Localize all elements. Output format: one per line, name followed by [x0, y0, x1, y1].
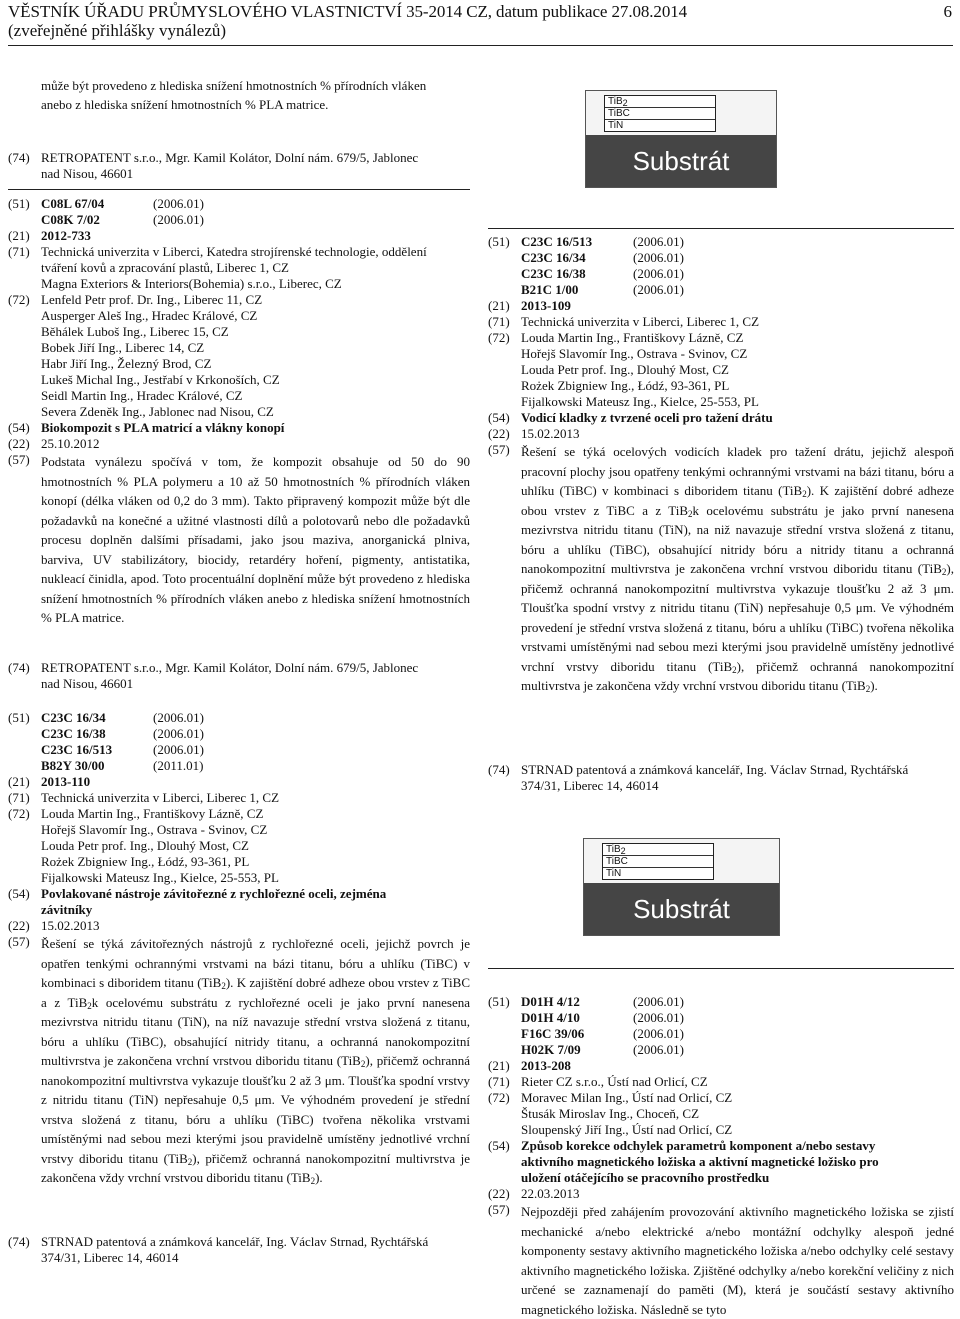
layer-tib2: TiB$_2$	[605, 96, 715, 108]
subscript: 2	[688, 508, 693, 519]
field-code: (54)	[488, 410, 510, 425]
field-code: (71)	[488, 314, 510, 329]
representative-2013-110	[8, 1234, 470, 1266]
classification-version: (2006.01)	[153, 726, 204, 741]
inventor: Ausperger Aleš Ing., Hradec Králové, CZ	[41, 308, 258, 323]
abstract-part: ). K zajištění dobré adheze obou vrstev z TiBC a z TiB	[41, 975, 470, 1010]
inventor: Rożek Zbigniew Ing., Łódź, 93-361, PL	[41, 854, 250, 869]
field-code: (21)	[8, 774, 30, 789]
invention-title: aktivního magnetického ložiska a aktivní magnetické ložisko pro	[521, 1154, 879, 1169]
classification-row	[41, 212, 470, 228]
classification-version: (2006.01)	[633, 1042, 684, 1057]
subscript: 2	[360, 1059, 366, 1069]
inventor: Fijalkowski Mateusz Ing., Kielce, 25-553, PL	[41, 870, 279, 885]
representative-line: nad Nisou, 46601	[41, 166, 134, 181]
invention-title: Vodicí kladky z tvrzené oceli pro tažení drátu	[521, 410, 773, 425]
field-code: (57)	[8, 452, 30, 467]
applicant-line: Magna Exteriors & Interiors(Bohemia) s.r.o., Liberec, CZ	[41, 276, 342, 291]
field-code: (72)	[8, 292, 30, 307]
patent-entry-2012-733	[8, 196, 470, 628]
field-code: (54)	[8, 420, 30, 435]
inventor: Štusák Miroslav Ing., Choceň, CZ	[521, 1106, 700, 1121]
field-code: (74)	[8, 660, 30, 675]
field-code: (51)	[8, 710, 30, 725]
entry-separator	[8, 189, 470, 190]
abstract-part: Řešení se týká ocelových vodicích kladek pro tažení drátu, jejichž alespoň pracovní plochy jsou opatřeny tenkými ochrannými vrstvami na bázi titanu, bóru a uhlíku (TiBC) v kombinaci s diboridem titanu (TiB	[521, 444, 954, 498]
classification-row	[521, 250, 954, 266]
field-code: (21)	[488, 298, 510, 313]
layer-tibc: TiBC	[605, 108, 715, 120]
field-code: (22)	[8, 436, 30, 451]
classification-version: (2006.01)	[153, 710, 204, 725]
field-code: (54)	[8, 886, 30, 901]
field-code: (71)	[8, 790, 30, 805]
abstract	[521, 442, 954, 696]
abstract-part: k ocelovému substrátu z rychlořezné oceli je jako první nanesena mezivrstva nitridu titanu (TiN), na níž navazuje střední vrstva složená z titanu, bóru a uhlíku (TiBC), obsahující nitridy titanu, a ochranná nanokompozitní multivrstva je zakončena vrchní vrstvou diboridu titanu (TiB	[41, 994, 470, 1068]
subscript: 2	[802, 489, 807, 499]
inventor: Lukeš Michal Ing., Jestřabí v Krkonoších, CZ	[41, 372, 280, 387]
subscript: 2	[187, 1156, 193, 1167]
application-number: 2012-733	[41, 228, 91, 243]
inventor: Rożek Zbigniew Ing., Łódź, 93-361, PL	[521, 378, 730, 393]
substrate-label: Substrát	[586, 135, 776, 187]
field-code: (72)	[488, 330, 510, 345]
classification-code: C23C 16/513	[521, 234, 593, 249]
representative-line: nad Nisou, 46601	[41, 676, 134, 691]
abstract-part: ), přičemž ochranná nanokompozitní multivrstva je zakončena vždy vrchní vrstvou diboridu titanu (TiB	[41, 1150, 470, 1185]
inventor: Sloupenský Jiří Ing., Ústí nad Orlicí, CZ	[521, 1122, 733, 1137]
representative-line: 374/31, Liberec 14, 46014	[41, 1250, 179, 1265]
classification-code: B82Y 30/00	[41, 758, 105, 773]
left-column	[8, 0, 470, 1316]
invention-title: závitníky	[41, 902, 93, 917]
representative-line: 374/31, Liberec 14, 46014	[521, 778, 659, 793]
classification-version: (2006.01)	[633, 1026, 684, 1041]
classification-row	[521, 282, 954, 298]
classification-version: (2006.01)	[633, 234, 684, 249]
inventor: Moravec Milan Ing., Ústí nad Orlicí, CZ	[521, 1090, 733, 1105]
inventor: Běhálek Luboš Ing., Liberec 15, CZ	[41, 324, 229, 339]
subscript: 2	[310, 1176, 316, 1186]
application-number: 2013-110	[41, 774, 91, 789]
subscript: 2	[941, 567, 947, 577]
field-code: (71)	[488, 1074, 510, 1089]
classification-version: (2011.01)	[153, 758, 204, 773]
inventor: Louda Martin Ing., Františkovy Lázně, CZ	[521, 330, 744, 345]
applicant-line: Technická univerzita v Liberci, Katedra strojírenské technologie, oddělení	[41, 244, 427, 259]
classification-version: (2006.01)	[153, 742, 204, 757]
entry-separator	[488, 228, 954, 229]
field-code: (22)	[8, 918, 30, 933]
classification-code: C23C 16/38	[41, 726, 106, 741]
invention-title: Povlakované nástroje závitořezné z rychlořezné oceli, zejména	[41, 886, 387, 901]
inventor: Severa Zdeněk Ing., Jablonec nad Nisou, CZ	[41, 404, 274, 419]
classification-row	[41, 710, 470, 726]
abstract-part: ). K zajištění dobré adheze obou vrstev z TiBC a z TiB	[521, 483, 955, 518]
filing-date: 15.02.2013	[41, 918, 100, 933]
field-code: (51)	[488, 234, 510, 249]
filing-date: 25.10.2012	[41, 436, 100, 451]
classification-code: D01H 4/12	[521, 994, 580, 1009]
bulletin-title: VĚSTNÍK ÚŘADU PRŮMYSLOVÉHO VLASTNICTVÍ 35-2014 CZ, datum publikace 27.08.2014	[8, 2, 688, 21]
representative-line: STRNAD patentová a známková kancelář, Ing. Václav Strnad, Rychtářská	[41, 1234, 429, 1249]
field-code: (57)	[488, 442, 510, 457]
field-code: (57)	[8, 934, 30, 949]
subscript: 2	[865, 684, 871, 694]
field-code: (21)	[488, 1058, 510, 1073]
application-number: 2013-208	[521, 1058, 571, 1073]
continued-abstract	[41, 76, 471, 114]
subscript: 2	[87, 1000, 92, 1011]
continued-line: anebo z hlediska snížení hmotnostních % PLA matrice.	[41, 97, 329, 112]
field-code: (22)	[488, 426, 510, 441]
representative-2013-109	[488, 762, 954, 794]
inventor: Habr Jiří Ing., Železný Brod, CZ	[41, 356, 212, 371]
inventor: Seidl Martin Ing., Hradec Králové, CZ	[41, 388, 243, 403]
field-code: (54)	[488, 1138, 510, 1153]
representative-2012-733	[8, 660, 470, 692]
layer-stack	[602, 843, 714, 880]
field-code: (72)	[488, 1090, 510, 1105]
bulletin-subtitle: (zveřejněné přihlášky vynálezů)	[8, 21, 227, 40]
abstract	[41, 934, 470, 1188]
application-number: 2013-109	[521, 298, 571, 313]
invention-title: Způsob korekce odchylek parametrů komponent a/nebo sestavy	[521, 1138, 876, 1153]
patent-entry-2013-110	[8, 710, 470, 1188]
patent-entry-2013-109	[488, 234, 954, 696]
invention-title: uložení otáčejícího se pracovního prostředku	[521, 1170, 770, 1185]
classification-code: C08L 67/04	[41, 196, 105, 211]
abstract-part: Řešení se týká závitořezných nástrojů z rychlořezné oceli, jejichž povrch je opatřen tenkými ochrannými vrstvami na bázi titanu, bóru a uhlíku (TiBC) v kombinaci s diboridem titanu (TiB	[41, 936, 470, 990]
abstract: Podstata vynálezu spočívá v tom, že kompozit obsahuje od 50 do 90 hmotnostních % PLA polymeru a 10 až 50 hmotnostních % přírodních vláken konopí (délka vláken od 0,2 do 3 mm). Takto připravený kompozit může být dle požadavků na konečné a užitné vlastnosti dílů a polotovarů nebo dle požadavků procesu doplněn dalšími přísadami, jako jsou maziva, anorganická plniva, barviva, UV stabilizátory, biocidy, retardéry hoření, pigmenty, antistatika, nukleací činidla, apod. Toto procentuální doplnění může být provedeno z hlediska snížení hmotnostních % přírodních vláken anebo z hlediska snížení hmotnostních % PLA matrice.	[41, 454, 470, 625]
applicant: Technická univerzita v Liberci, Liberec 1, CZ	[521, 314, 760, 329]
classification-version: (2006.01)	[633, 250, 684, 265]
inventor: Fijalkowski Mateusz Ing., Kielce, 25-553, PL	[521, 394, 759, 409]
filing-date: 22.03.2013	[521, 1186, 580, 1201]
right-column	[488, 0, 954, 1316]
layer-diagram-figure-2	[583, 838, 780, 936]
abstract-part: k ocelovému substrátu je jako první nanesena mezivrstva nitridu titanu (TiN), na niž navazuje střední vrstva složená z titanu, bóru a uhlíku (TiBC), obsahující nitridy bóru a nitridy titanu a ochranná nanokompozitní multivrstva je zakončena vrchní vrstvou diboridu titanu (TiB	[521, 502, 954, 576]
inventor: Lenfeld Petr prof. Dr. Ing., Liberec 11, CZ	[41, 292, 263, 307]
inventor: Louda Petr prof. Ing., Dlouhý Most, CZ	[521, 362, 729, 377]
continued-line: může být provedeno z hlediska snížení hmotnostních % přírodních vláken	[41, 78, 427, 93]
classification-row	[521, 266, 954, 282]
inventor: Louda Martin Ing., Františkovy Lázně, CZ	[41, 806, 264, 821]
layer-tib2: TiB$_2$	[603, 844, 713, 856]
representative-line: RETROPATENT s.r.o., Mgr. Kamil Kolátor, Dolní nám. 679/5, Jablonec	[41, 150, 419, 165]
field-code: (51)	[488, 994, 510, 1009]
classification-code: C23C 16/513	[41, 742, 113, 757]
abstract-part: ), přičemž ochranná nanokompozitní multivrstva vykazuje tloušťku 2 až 3 μm. Tloušťka spodní vrstvy z nitridu titanu (TiN) nepřesahuje 0,5 μm. Ve výhodném provedení je střední vrstva složená z titanu, bóru a uhlíku (TiBC) tvořena několika vrstvami umístěnými nad sebou mezi kterými jsou pravidelně umístěny jednotlivé vrchní vrstvy diboridu titanu (TiB	[521, 561, 954, 674]
abstract: Nejpozději před zahájením provozování aktivního magnetického ložiska se zjistí mechanické a/nebo elektrické a/nebo montážní odchylky alespoň jedné komponenty sestavy aktivního magnetického ložiska a/nebo odchylky celé sestavy aktivního magnetického ložiska. Zjištěné odchylky a/nebo korekční veličiny z nich určené se zaznamenají do paměti (M), která je součástí sestavy aktivního magnetického ložiska. Následně se tyto	[521, 1204, 954, 1317]
field-code: (57)	[488, 1202, 510, 1217]
classification-row	[41, 742, 470, 758]
field-code: (74)	[8, 150, 30, 165]
substrate-label: Substrát	[584, 883, 779, 935]
invention-title: Biokompozit s PLA matricí a vlákny konopí	[41, 420, 285, 435]
classification-row	[41, 726, 470, 742]
applicant: Rieter CZ s.r.o., Ústí nad Orlicí, CZ	[521, 1074, 708, 1089]
representative-line: RETROPATENT s.r.o., Mgr. Kamil Kolátor, Dolní nám. 679/5, Jablonec	[41, 660, 419, 675]
inventor: Louda Petr prof. Ing., Dlouhý Most, CZ	[41, 838, 249, 853]
classification-code: D01H 4/10	[521, 1010, 580, 1025]
field-code: (74)	[8, 1234, 30, 1249]
classification-row	[41, 196, 470, 212]
classification-version: (2006.01)	[153, 212, 204, 227]
classification-code: B21C 1/00	[521, 282, 579, 297]
classification-row	[521, 234, 954, 250]
filing-date: 15.02.2013	[521, 426, 580, 441]
field-code: (72)	[8, 806, 30, 821]
field-code: (74)	[488, 762, 510, 777]
subscript: 2	[732, 664, 737, 675]
classification-version: (2006.01)	[633, 282, 684, 297]
abstract-part: ).	[870, 678, 878, 693]
field-code: (51)	[8, 196, 30, 211]
layer-tin: TiN	[608, 120, 624, 131]
classification-code: C08K 7/02	[41, 212, 100, 227]
layer-tibc: TiBC	[603, 856, 713, 868]
subscript: 2	[221, 981, 226, 991]
classification-code: C23C 16/34	[41, 710, 106, 725]
classification-code: C23C 16/38	[521, 266, 586, 281]
abstract-part: ), přičemž ochranná nanokompozitní multivrstva je zakončena vždy vrchní vrstvou diboridu titanu (TiB	[521, 658, 954, 693]
classification-version: (2006.01)	[633, 1010, 684, 1025]
classification-row	[41, 758, 470, 774]
classification-code: F16C 39/06	[521, 1026, 585, 1041]
applicant: Technická univerzita v Liberci, Liberec 1, CZ	[41, 790, 280, 805]
page-number: 6	[943, 2, 952, 21]
field-code: (21)	[8, 228, 30, 243]
applicant-line: tváření kovů a zpracování plastů, Liberec 1, CZ	[41, 260, 289, 275]
inventor: Hořejš Slavomír Ing., Ostrava - Svinov, CZ	[41, 822, 268, 837]
layer-tin: TiN	[606, 868, 622, 879]
field-code: (22)	[488, 1186, 510, 1201]
continued-representative	[8, 150, 470, 182]
classification-code: H02K 7/09	[521, 1042, 581, 1057]
classification-version: (2006.01)	[633, 994, 684, 1009]
classification-code: C23C 16/34	[521, 250, 586, 265]
abstract-part: ).	[315, 1170, 323, 1185]
inventor: Bobek Jiří Ing., Liberec 14, CZ	[41, 340, 205, 355]
classification-version: (2006.01)	[153, 196, 204, 211]
field-code: (71)	[8, 244, 30, 259]
representative-line: STRNAD patentová a známková kancelář, Ing. Václav Strnad, Rychtářská	[521, 762, 909, 777]
inventor: Hořejš Slavomír Ing., Ostrava - Svinov, CZ	[521, 346, 748, 361]
classification-version: (2006.01)	[633, 266, 684, 281]
abstract-part: ), přičemž ochranná nanokompozitní multivrstva vykazuje tloušťku 2 až 3 μm. Tloušťka spodní vrstvy z nitridu titanu (TiN) nepřesahuje 0,5 μm. Ve výhodném provedení je střední vrstva složená z titanu, bóru a uhlíku (TiBC) tvořena několika vrstvami umístěnými nad sebou mezi kterými jsou pravidelně umístěny jednotlivé vrchní vrstvy diboridu titanu (TiB	[41, 1053, 470, 1166]
